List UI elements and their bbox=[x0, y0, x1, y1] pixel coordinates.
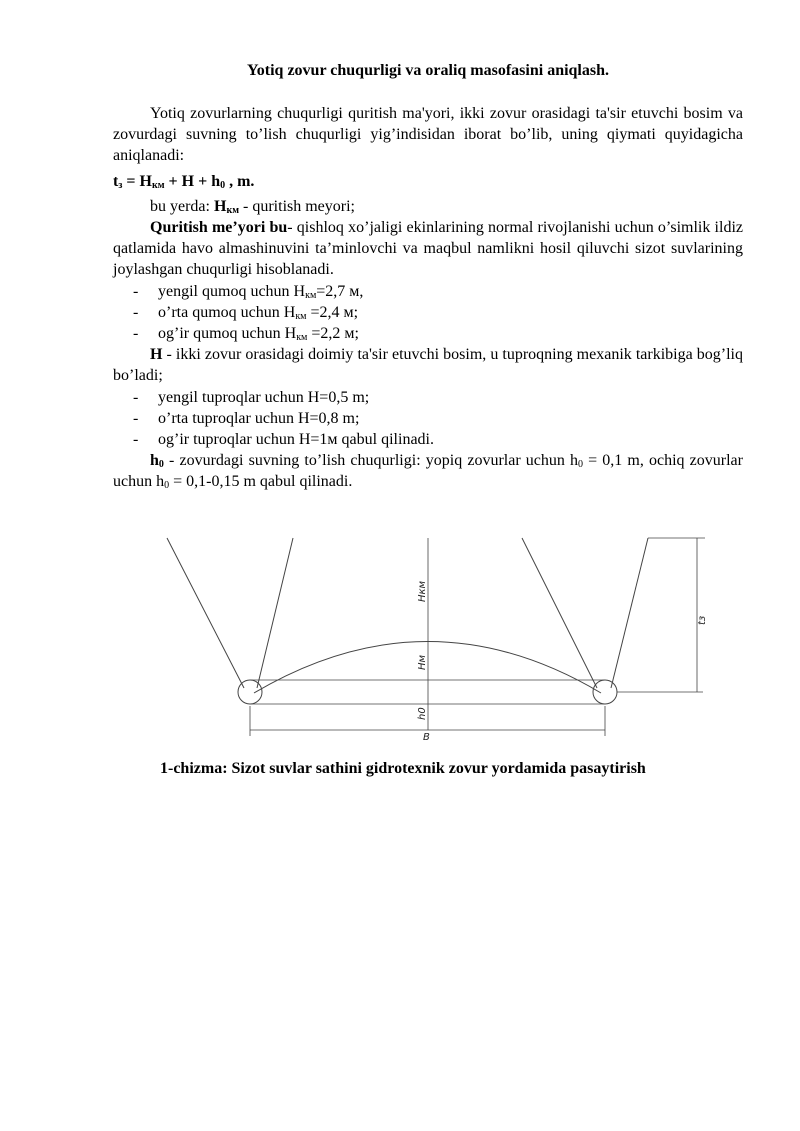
fill-sub-2: 0 bbox=[164, 480, 170, 492]
list-dash: - bbox=[133, 388, 139, 406]
where-text: - quritish meyori; bbox=[239, 197, 355, 215]
list-dash: - bbox=[133, 282, 139, 300]
left-drain-pipe bbox=[238, 680, 262, 704]
list-item bbox=[133, 281, 743, 302]
label-hkm: Hкм bbox=[417, 580, 428, 602]
fill-symbol-sub: 0 bbox=[158, 459, 164, 471]
where-prefix: bu yerda: bbox=[150, 197, 214, 215]
list-item bbox=[133, 429, 743, 450]
definition-text: - qishloq xo’jaligi ekinlarining normal rivojlanishi uchun o’simlik ildiz qatlamida havo almashinuvini ta’minlovchi va maqbul namlikni hosil qiluvchi sizot suvlarining joylashgan chuqurligi hisoblanadi. bbox=[113, 219, 743, 279]
drain-diagram bbox=[150, 530, 720, 745]
list-value: =2,4 м; bbox=[306, 303, 359, 321]
list-dash: - bbox=[133, 325, 139, 343]
list-dash: - bbox=[133, 431, 139, 449]
label-h0: h0 bbox=[417, 707, 428, 720]
formula-eq: = bbox=[122, 172, 140, 190]
list-dash: - bbox=[133, 409, 139, 427]
fill-text-3: = 0,1-0,15 m qabul qilinadi. bbox=[169, 473, 353, 491]
list-text: o’rta qumoq uchun H bbox=[158, 303, 296, 321]
list-item bbox=[133, 302, 743, 323]
formula-h0-sub: 0 bbox=[220, 179, 226, 191]
formula-unit: , m. bbox=[225, 172, 255, 190]
definition-term: Quritish me’yori bu bbox=[150, 219, 288, 237]
figure-caption: 1-chizma: Sizot suvlar sathini gidrotexnik zovur yordamida pasaytirish bbox=[160, 760, 646, 777]
pressure-paragraph bbox=[113, 344, 743, 386]
label-hm: Hм bbox=[417, 654, 428, 670]
intro-paragraph: Yotiq zovurlarning chuqurligi quritish ma'yori, ikki zovur orasidagi ta'sir etuvchi bosim va zovurdagi suvning to’lish chuqurligi yig’indisidan iborat bo’lib, uning qiymati quyidagicha aniqlanadi: bbox=[113, 105, 743, 165]
drain-diagram-svg bbox=[150, 530, 720, 745]
list-sub: км bbox=[305, 289, 317, 301]
document-title: Yotiq zovur chuqurligi va oraliq masofasini aniqlash. bbox=[247, 62, 609, 79]
list-sub: км bbox=[296, 332, 308, 344]
where-symbol: H bbox=[213, 197, 227, 215]
where-symbol-sub: км bbox=[226, 204, 240, 216]
right-drain-pipe bbox=[593, 680, 617, 704]
list-value: =2,7 м, bbox=[316, 282, 364, 300]
where-paragraph bbox=[113, 196, 743, 217]
left-trench-inner-line bbox=[257, 538, 293, 688]
formula-h: H bbox=[139, 172, 152, 190]
fill-text-1: - zovurdagi suvning to’lish chuqurligi: yopiq zovurlar uchun h bbox=[163, 452, 579, 470]
fill-symbol: h bbox=[150, 452, 159, 470]
left-trench-outer-line bbox=[167, 538, 244, 688]
formula bbox=[113, 171, 743, 192]
formula-t-sub: з bbox=[118, 179, 123, 191]
list-dash: - bbox=[133, 303, 139, 321]
list-value: =2,2 м; bbox=[307, 325, 359, 343]
fill-text-2: = 0,1 m, ochiq zovurlar uchun h bbox=[113, 452, 743, 491]
list-sub: км bbox=[295, 310, 307, 322]
formula-t: t bbox=[113, 172, 119, 190]
list-text: og’ir tuproqlar uchun H=1м qabul qilinadi. bbox=[158, 431, 434, 449]
list-text: yengil tuproqlar uchun H=0,5 m; bbox=[158, 388, 370, 406]
right-trench-outer-line bbox=[611, 538, 648, 688]
right-trench-inner-line bbox=[522, 538, 597, 688]
list-item bbox=[133, 323, 743, 344]
list-text: yengil qumoq uchun H bbox=[158, 282, 306, 300]
formula-h-sub: км bbox=[151, 179, 165, 191]
list-text: o’rta tuproqlar uchun H=0,8 m; bbox=[158, 409, 360, 427]
document-body bbox=[113, 103, 743, 493]
fill-paragraph bbox=[113, 450, 743, 492]
label-b: B bbox=[423, 732, 430, 743]
pressure-text: - ikki zovur orasidagi doimiy ta'sir etuvchi bosim, u tuproqning mexanik tarkibiga bog’liq bo’ladi; bbox=[113, 346, 743, 385]
label-tz: tз bbox=[697, 615, 708, 625]
list-item bbox=[133, 408, 743, 429]
list-text: og’ir qumoq uchun H bbox=[158, 325, 297, 343]
formula-rest: + H + h bbox=[164, 172, 221, 190]
pressure-symbol: H bbox=[150, 346, 163, 364]
fill-sub-1: 0 bbox=[578, 459, 584, 471]
definition-paragraph bbox=[113, 217, 743, 281]
list-item bbox=[133, 387, 743, 408]
